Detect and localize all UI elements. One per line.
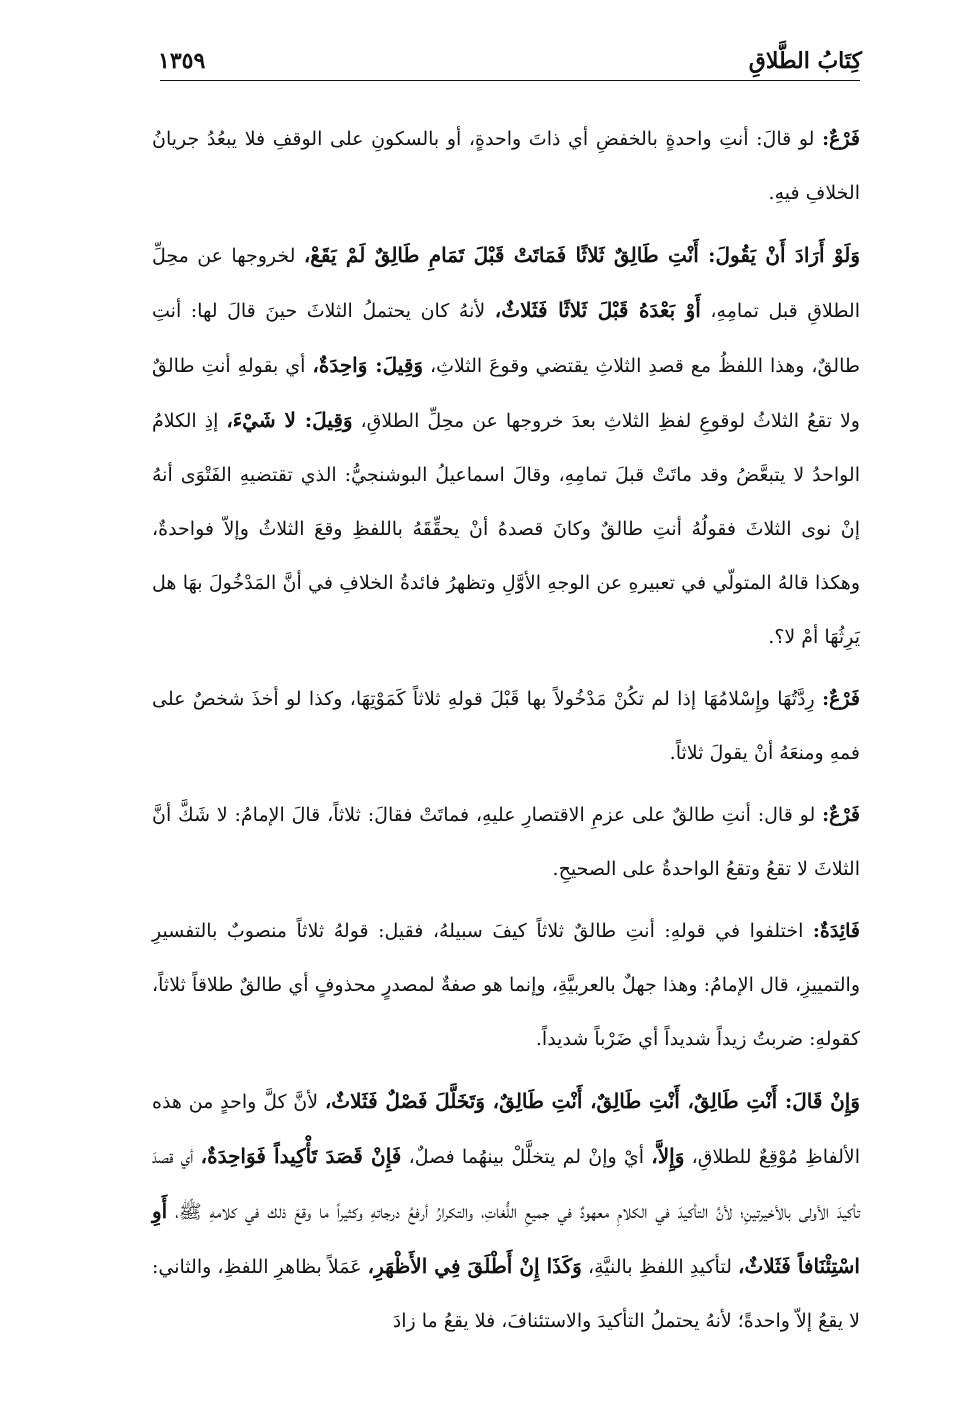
paragraph-label: فَرْعٌ: [822, 128, 860, 150]
page-body [152, 112, 860, 1356]
matn-text: أَوِ اسْتِئْنَافاً فَثَلاثٌ، [152, 1199, 860, 1278]
matn-text: وَقِيلَ: لا شَيْءَ، [226, 408, 353, 432]
running-header [158, 48, 862, 81]
paragraph-far-3 [152, 788, 860, 896]
paragraph-label: فَرْعٌ: [822, 804, 861, 826]
matn-text: وَقِيلَ: وَاحِدَةٌ، [312, 353, 424, 377]
book-title: كِتَابُ الطَّلاقِ [741, 48, 862, 74]
paragraph-text: اختلفوا في قولهِ: أنتِ طالقٌ ثلاثاً كيفَ سبيلهُ، فقيل: قولهُ ثلاثاً منصوبٌ بالتفسيرِ والتمييزِ، قال الإمامُ: وهذا جهلٌ بالعربيَّةِ، وإنما هو صفةٌ لمصدرٍ محذوفٍ أي طالقٌ طلاقاً ثلاثاً، كقولهِ: ضربتُ زيداً شديداً أي ضَرْباً شديداً. [152, 920, 860, 1050]
sharh-text: أي قصدَ تأكيدَ الأولى بالأخيرتينِ؛ لأنَّ التأكيدَ في الكلامِ معهودٌ في جميعِ اللُّغاتِ، والتكرارُ أرفعُ درجاتهِ وكثيراً ما وقعَ ذلك في كلامهِ ﷺ، [152, 1146, 861, 1223]
matn-text: وَكَذَا إِنْ أَطْلَقَ فِي الأَظْهَرِ، [367, 1254, 582, 1278]
matn-text: وَإِنْ قَالَ: أَنْتِ طَالِقٌ، أَنْتِ طَالِقٌ، أَنْتِ طَالِقٌ، وَتَخَلَّلَ فَصْلٌ فَثَلاثٌ، [324, 1089, 860, 1113]
paragraph-label: فَرْعٌ: [822, 688, 860, 710]
paragraph-faida [152, 904, 860, 1066]
paragraph-text: رِدَّتُهَا وإِسْلامُهَا إذا لم تكُنْ مَدْخُولاً بها قَبْلَ قولهِ ثلاثاً كَمَوْتِهَا، وكذا لو أخذَ شخصٌ على فمهِ ومنعَهُ أنْ يقولَ ثلاثاً. [152, 688, 860, 764]
sharh-text: لخروجها عن محِلِّ الطلاقِ قبل تمامِهِ، [152, 245, 860, 322]
matn-text: وَلَوْ أَرَادَ أَنْ يَقُولَ: أَنْتِ طَالِقٌ ثَلاثًا فَمَاتَتْ قَبْلَ تَمَامِ طَالِقٌ لَمْ يَقَعْ، [303, 243, 860, 267]
matn-text: أَوْ بَعْدَهُ قَبْلَ ثَلاثًا فَثَلاثٌ، [494, 298, 701, 322]
sharh-text: إذِ الكلامُ الواحدُ لا يتبعَّضُ وقد ماتَتْ قبلَ تمامِهِ، وقالَ اسماعيلُ البوشنجيُّ: الذي تقتضيهِ الفَتْوَى أنهُ إنْ نوى الثلاثَ فقولُهُ أنتِ طالقٌ وكانَ قصدهُ أنْ يحقِّقَهُ باللفظِ وقعَ الثلاثُ وإلاّ فواحدةٌ، وهكذا قالهُ المتولّي في تعبيرهِ عن الوجهِ الأوَّلِ وتظهرُ فائدةُ الخلافِ في أنَّ المَدْخُولَ بهَا هل يَرِثُهَا أمْ لا؟. [152, 410, 860, 648]
paragraph-far-1 [152, 112, 860, 220]
sharh-text: أيْ وإنْ لم يتخلَّلْ بينهُما فصلٌ، [408, 1146, 645, 1168]
paragraph-text: لو قال: أنتِ طالقٌ على عزمِ الاقتصارِ عليهِ، فماتَتْ فقالَ: ثلاثاً، قالَ الإمامُ: لا شَكَّ أنَّ الثلاثَ لا تقعُ وتقعُ الواحدةُ على الصحيحِ. [152, 804, 860, 880]
matn-text: فَإِنْ قَصَدَ تَأْكِيداً فَوَاحِدَةٌ، [200, 1144, 402, 1168]
paragraph-matn-2 [152, 1074, 860, 1348]
sharh-text: لأنَّ كلَّ واحدٍ من هذه الألفاظِ مُوْقِعٌ للطلاقِ، [152, 1091, 861, 1168]
page-number: ١٣٥٩ [158, 48, 213, 74]
paragraph-matn-1 [152, 228, 860, 664]
sharh-text: لتأكيدِ اللفظِ بالنيَّةِ، [587, 1256, 732, 1278]
paragraph-text: لو قالَ: أنتِ واحدةٍ بالخفضِ أي ذاتَ واحدةٍ، أو بالسكونِ على الوقفِ فلا يبعُدُ جريانُ الخلافِ فيهِ. [152, 128, 860, 204]
paragraph-far-2 [152, 672, 860, 780]
sharh-text: أي بقولهِ أنتِ طالقٌ ولا تقعُ الثلاثُ لوقوعِ لفظِ الثلاثِ بعدَ خروجها عن محِلِّ الطلاقِ، [152, 355, 860, 432]
sharh-text: لأنهُ كان يحتملُ الثلاثَ حينَ قالَ لها: أنتِ طالقٌ، وهذا اللفظُ مع قصدِ الثلاثِ يقتضي وقوعَ الثلاثِ، [152, 300, 861, 377]
matn-text: وَإِلاَّ، [651, 1144, 685, 1168]
sharh-text: عَمَلاً بظاهرِ اللفظِ، والثاني: لا يقعُ إلاّ واحدةً؛ لأنهُ يحتملُ التأكيدَ والاستئنافَ، فلا يقعُ ما زادَ [152, 1256, 860, 1332]
paragraph-label: فَائِدَةٌ: [812, 920, 860, 942]
